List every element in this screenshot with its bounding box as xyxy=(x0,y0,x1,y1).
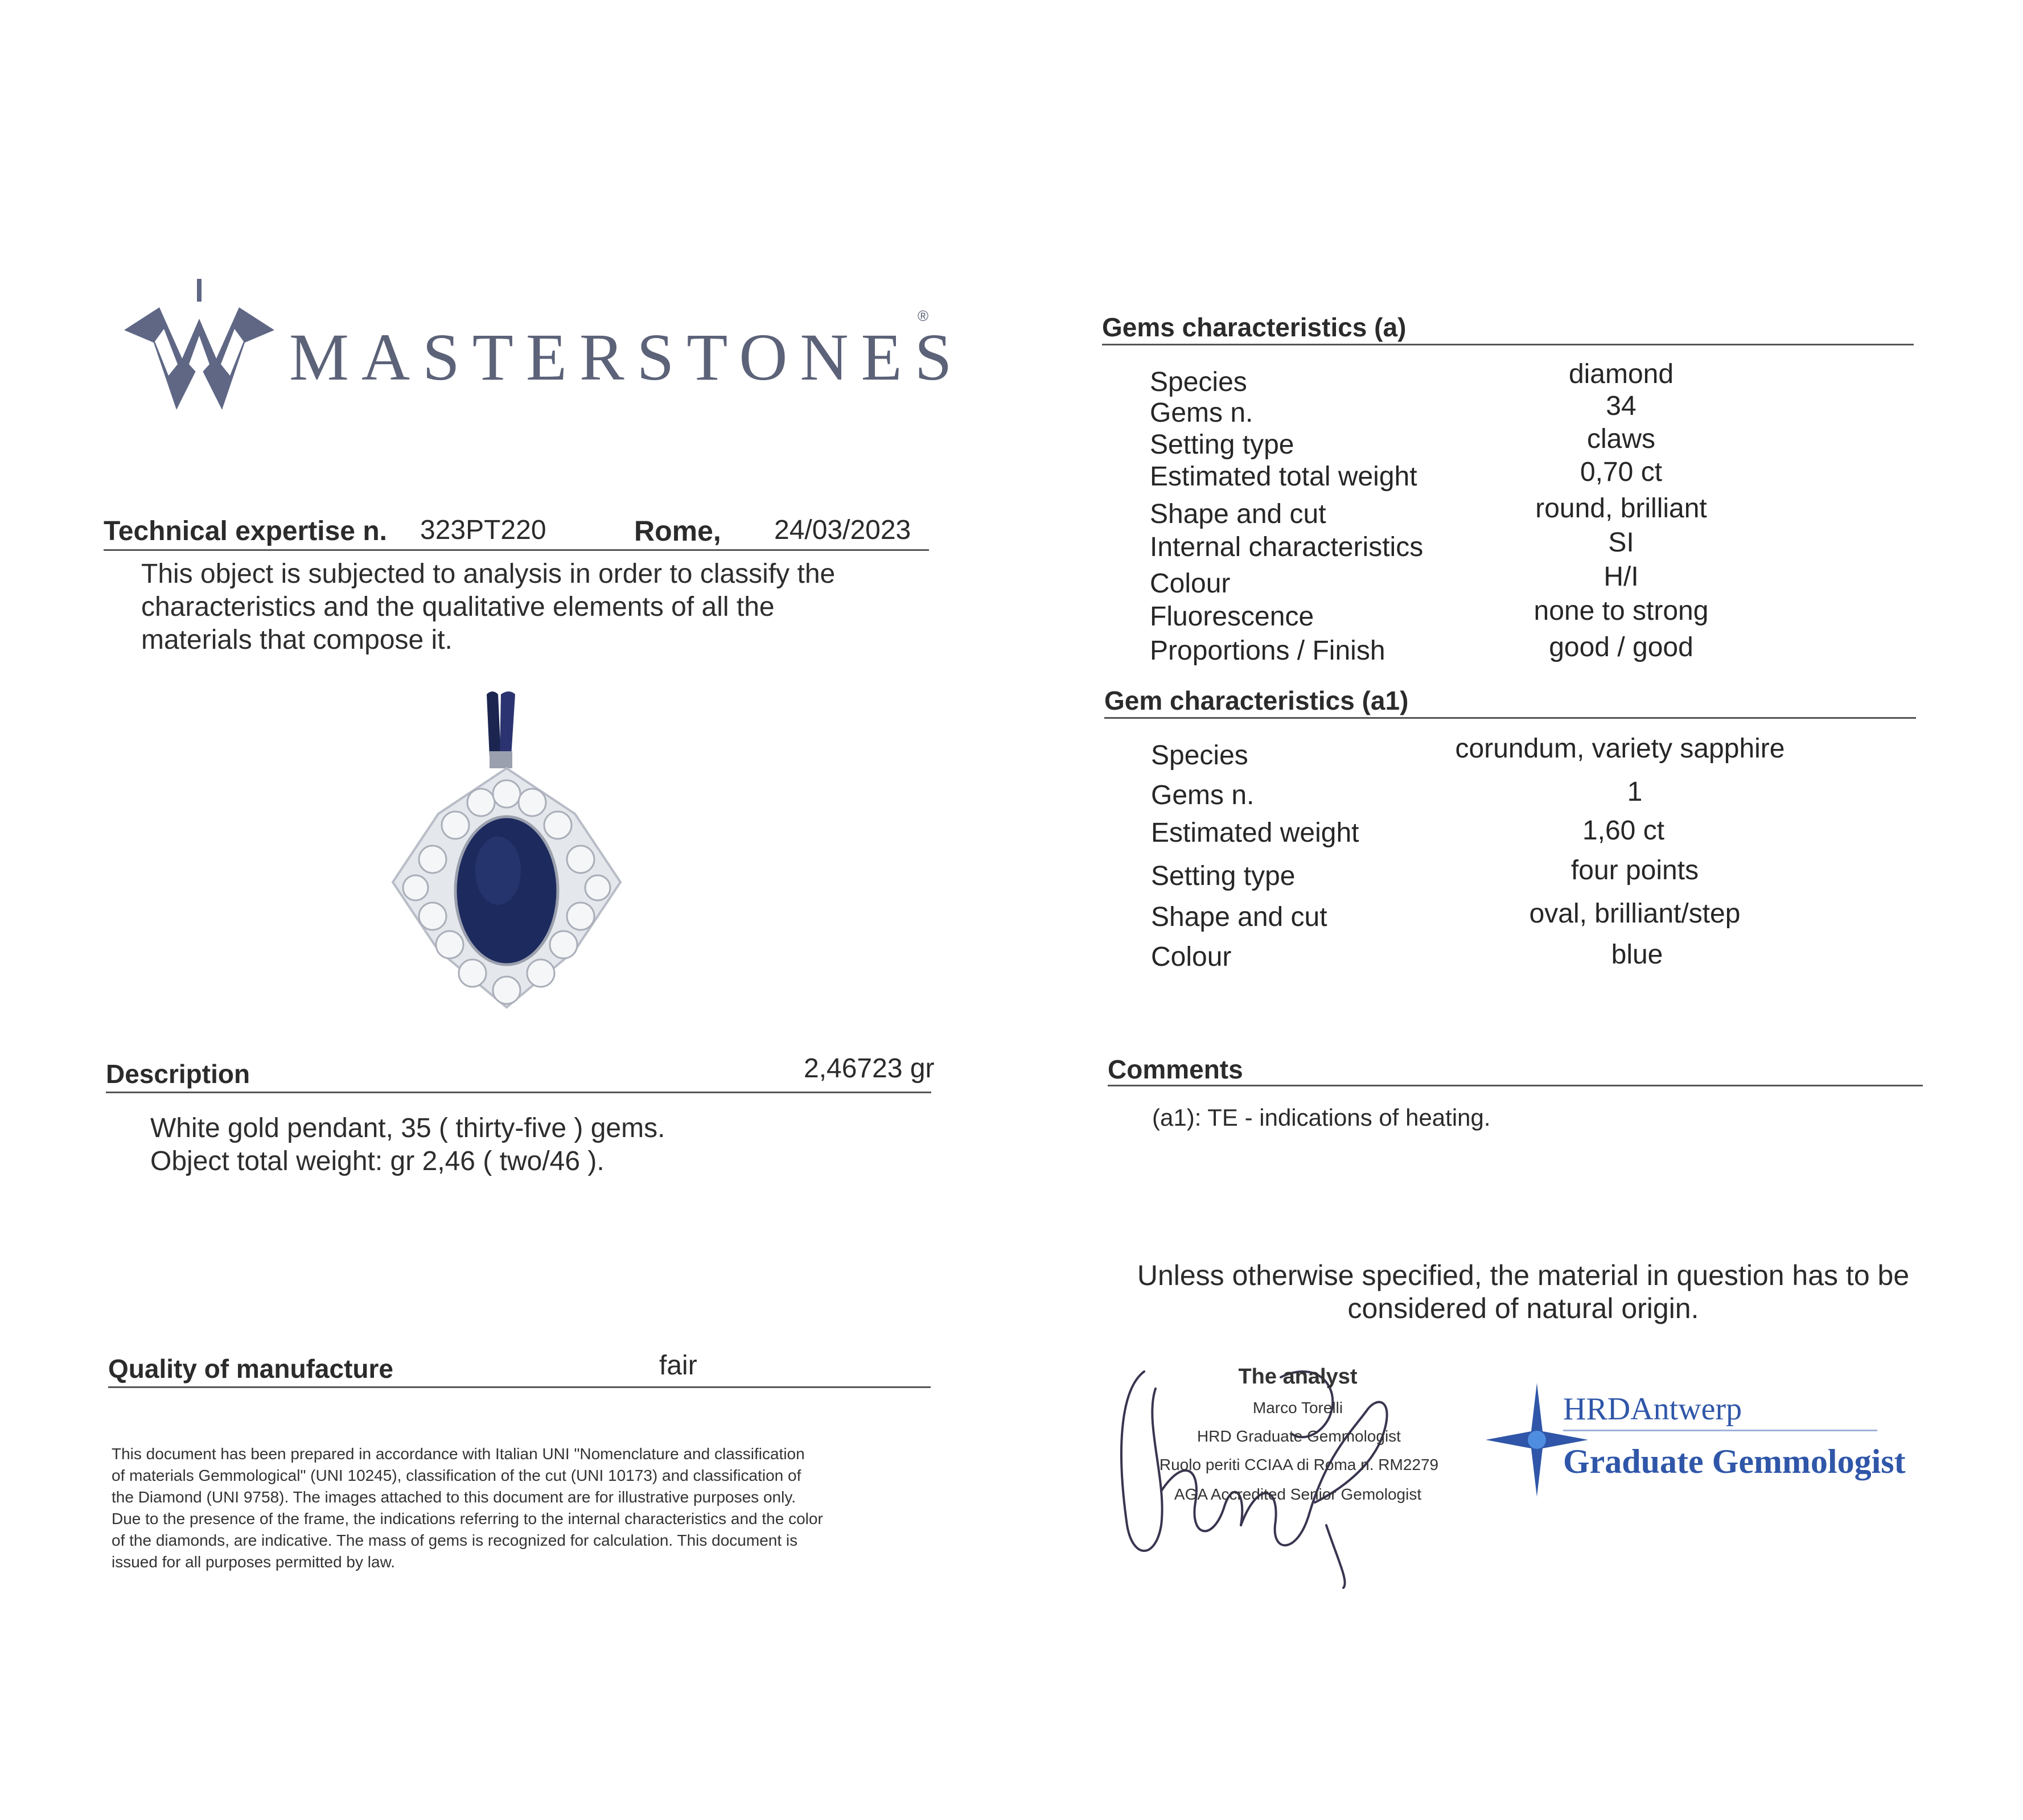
gems-a-value-shape: round, brilliant xyxy=(1535,493,1707,524)
gems-a-label-shape: Shape and cut xyxy=(1150,499,1326,529)
gems-a1-value-weight: 1,60 ct xyxy=(1582,816,1665,846)
city: Rome, xyxy=(634,515,721,547)
disclaimer-line: of materials Gemmological" (UNI 10245), classification of the cut (UNI 10173) and classification of xyxy=(112,1467,801,1484)
gems-a-value-species: diamond xyxy=(1568,359,1674,389)
analyst-title: The analyst xyxy=(1238,1365,1358,1389)
gems-a1-divider xyxy=(1104,717,1916,719)
gems-a-label-total-weight: Estimated total weight xyxy=(1150,462,1417,492)
analyst-registry: Ruolo periti CCIAA di Roma n. RM2279 xyxy=(1159,1456,1439,1473)
gems-a-divider xyxy=(1102,344,1914,345)
gems-a-label-internal: Internal characteristics xyxy=(1150,532,1424,562)
gems-a-label-gems-n: Gems n. xyxy=(1150,398,1253,428)
expertise-number: 323PT220 xyxy=(420,515,546,545)
expertise-label: Technical expertise n. xyxy=(104,516,387,546)
gems-a-value-colour: H/I xyxy=(1603,562,1639,592)
registered-mark: ® xyxy=(918,307,929,324)
gems-a1-value-setting: four points xyxy=(1570,855,1699,886)
gems-a1-title: Gem characteristics (a1) xyxy=(1104,686,1409,715)
gems-a-label-fluorescence: Fluorescence xyxy=(1150,602,1314,632)
gems-a1-value-gems-n: 1 xyxy=(1627,777,1643,807)
comments-text: (a1): TE - indications of heating. xyxy=(1152,1104,1491,1131)
gems-a-value-internal: SI xyxy=(1608,528,1634,558)
gems-a-label-colour: Colour xyxy=(1150,569,1231,599)
comments-divider xyxy=(1108,1085,1923,1086)
disclaimer-line: issued for all purposes permitted by law. xyxy=(112,1553,396,1571)
gems-a-value-fluorescence: none to strong xyxy=(1533,596,1709,626)
gems-a-value-setting: claws xyxy=(1586,424,1656,454)
brand-name: MASTERSTONES xyxy=(289,320,965,394)
analyst-signature xyxy=(1110,1354,1429,1593)
gems-a1-label-gems-n: Gems n. xyxy=(1151,780,1255,810)
gems-a-value-total-weight: 0,70 ct xyxy=(1580,457,1663,487)
hrd-antwerp: HRDAntwerp xyxy=(1563,1391,1742,1427)
date: 24/03/2023 xyxy=(774,515,911,545)
analyst-role: HRD Graduate Gemmologist xyxy=(1197,1427,1401,1445)
gems-a1-label-weight: Estimated weight xyxy=(1151,818,1359,848)
header-divider xyxy=(104,549,929,551)
gems-a1-value-shape: oval, brilliant/step xyxy=(1529,899,1741,929)
gems-a1-value-colour: blue xyxy=(1611,940,1663,970)
masterstones-logo-mark xyxy=(114,279,285,410)
origin-note xyxy=(1137,1259,1909,1325)
description-body xyxy=(150,1112,665,1178)
description-line: White gold pendant, 35 ( thirty-five ) gems. xyxy=(150,1113,665,1143)
origin-line: Unless otherwise specified, the material in question has to be xyxy=(1137,1259,1910,1291)
gems-a1-label-setting: Setting type xyxy=(1151,861,1296,891)
description-title: Description xyxy=(106,1059,250,1089)
gems-a-value-proportions: good / good xyxy=(1549,632,1693,662)
quality-divider xyxy=(108,1386,931,1388)
pendant-image xyxy=(387,689,626,1013)
description-line: Object total weight: gr 2,46 ( two/46 ). xyxy=(150,1146,605,1176)
intro-line: This object is subjected to analysis in order to classify the xyxy=(141,559,836,589)
disclaimer-line: of the diamonds, are indicative. The mass of gems is recognized for calculation. This document is xyxy=(112,1531,798,1549)
hrd-graduate-gemmologist: Graduate Gemmologist xyxy=(1563,1443,1906,1480)
description-weight: 2,46723 gr xyxy=(804,1053,935,1084)
analyst-name: Marco Torelli xyxy=(1252,1399,1343,1417)
gems-a-label-species: Species xyxy=(1150,367,1247,397)
hrd-divider xyxy=(1563,1430,1877,1431)
gems-a1-label-species: Species xyxy=(1151,740,1248,771)
intro-line: characteristics and the qualitative elements of all the xyxy=(141,592,775,622)
description-divider xyxy=(106,1092,931,1093)
disclaimer xyxy=(112,1443,823,1573)
origin-line: considered of natural origin. xyxy=(1347,1292,1699,1324)
disclaimer-line: the Diamond (UNI 9758). The images attached to this document are for illustrative purposes only. xyxy=(112,1488,796,1506)
analyst-accreditation: AGA Accredited Senior Gemologist xyxy=(1174,1485,1422,1503)
disclaimer-line: This document has been prepared in accordance with Italian UNI "Nomenclature and classification xyxy=(112,1445,805,1463)
gems-a1-value-species: corundum, variety sapphire xyxy=(1455,734,1785,764)
gems-a-label-setting: Setting type xyxy=(1150,430,1294,460)
gems-a-title: Gems characteristics (a) xyxy=(1102,312,1407,342)
disclaimer-line: Due to the presence of the frame, the indications referring to the internal characteristics and the color xyxy=(112,1510,823,1527)
quality-value: fair xyxy=(659,1350,697,1381)
gems-a-value-gems-n: 34 xyxy=(1606,391,1637,421)
comments-title: Comments xyxy=(1108,1055,1243,1084)
intro-paragraph xyxy=(141,558,835,657)
gems-a-label-proportions: Proportions / Finish xyxy=(1150,636,1385,666)
intro-line: materials that compose it. xyxy=(141,625,453,655)
gems-a1-label-colour: Colour xyxy=(1151,942,1232,972)
quality-label: Quality of manufacture xyxy=(108,1354,393,1383)
gems-a1-label-shape: Shape and cut xyxy=(1151,902,1327,932)
